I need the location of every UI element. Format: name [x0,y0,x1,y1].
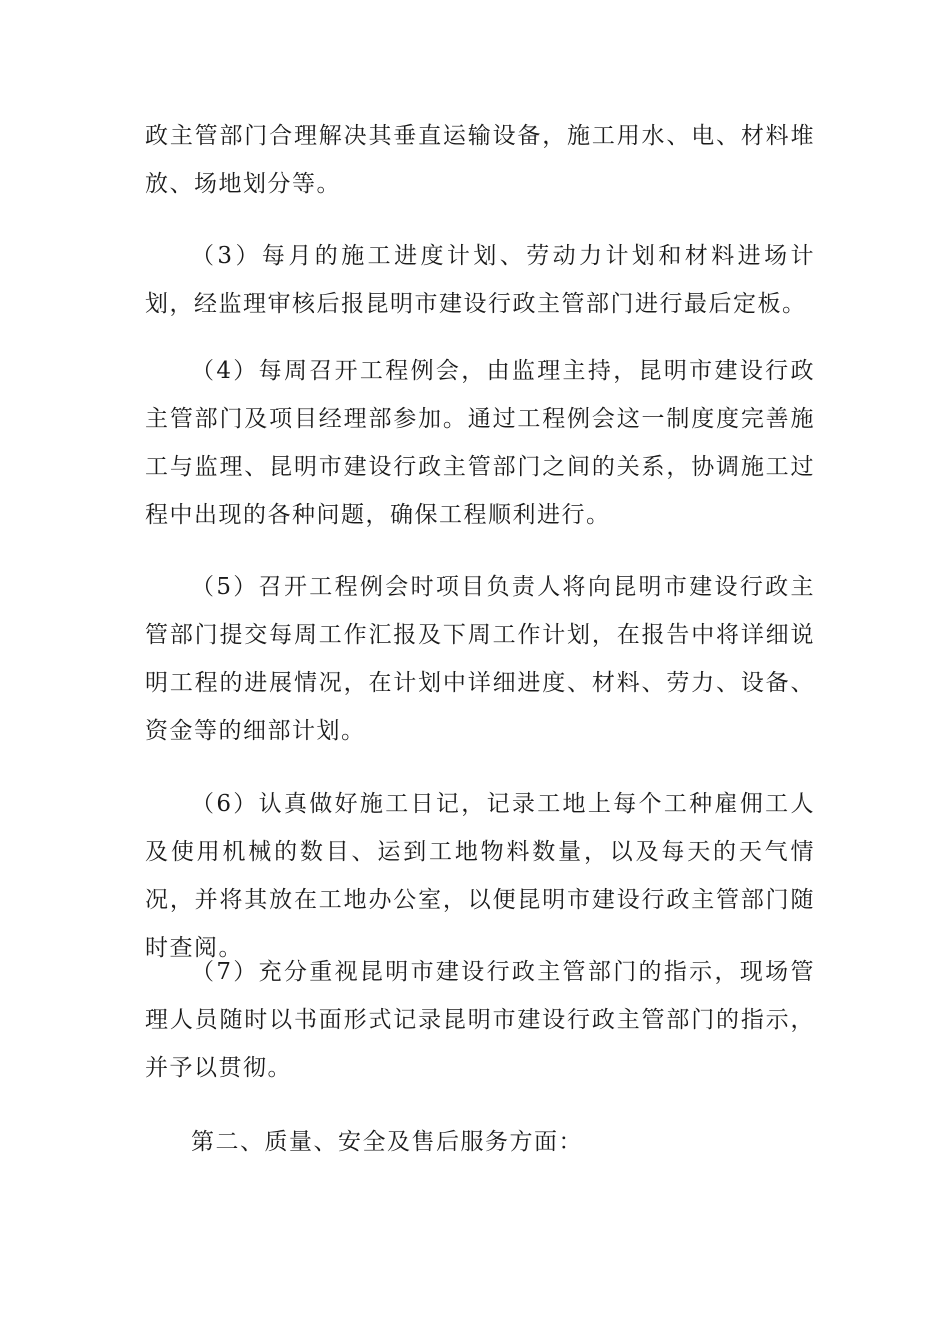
paragraph-item-3: （3）每月的施工进度计划、劳动力计划和材料进场计划，经监理审核后报昆明市建设行政主管部门进行最后定板。 [145,243,815,317]
paragraph-continuation: 政主管部门合理解决其垂直运输设备，施工用水、电、材料堆放、场地划分等。 [145,123,815,197]
paragraph-item-6: （6）认真做好施工日记，记录工地上每个工种雇佣工人及使用机械的数目、运到工地物料数量，以及每天的天气情况，并将其放在工地办公室，以便昆明市建设行政主管部门随时查阅。 [145,791,815,961]
paragraph-item-4: （4）每周召开工程例会，由监理主持，昆明市建设行政主管部门及项目经理部参加。通过工程例会这一制度度完善施工与监理、昆明市建设行政主管部门之间的关系，协调施工过程中出现的各种问题，确保工程顺利进行。 [145,358,815,528]
section-heading: 第二、质量、安全及售后服务方面： [191,1129,583,1155]
paragraph-item-7: （7）充分重视昆明市建设行政主管部门的指示，现场管理人员随时以书面形式记录昆明市建设行政主管部门的指示，并予以贯彻。 [145,959,815,1081]
paragraph-item-5: （5）召开工程例会时项目负责人将向昆明市建设行政主管部门提交每周工作汇报及下周工作计划，在报告中将详细说明工程的进展情况，在计划中详细进度、材料、劳力、设备、资金等的细部计划。 [145,574,815,744]
